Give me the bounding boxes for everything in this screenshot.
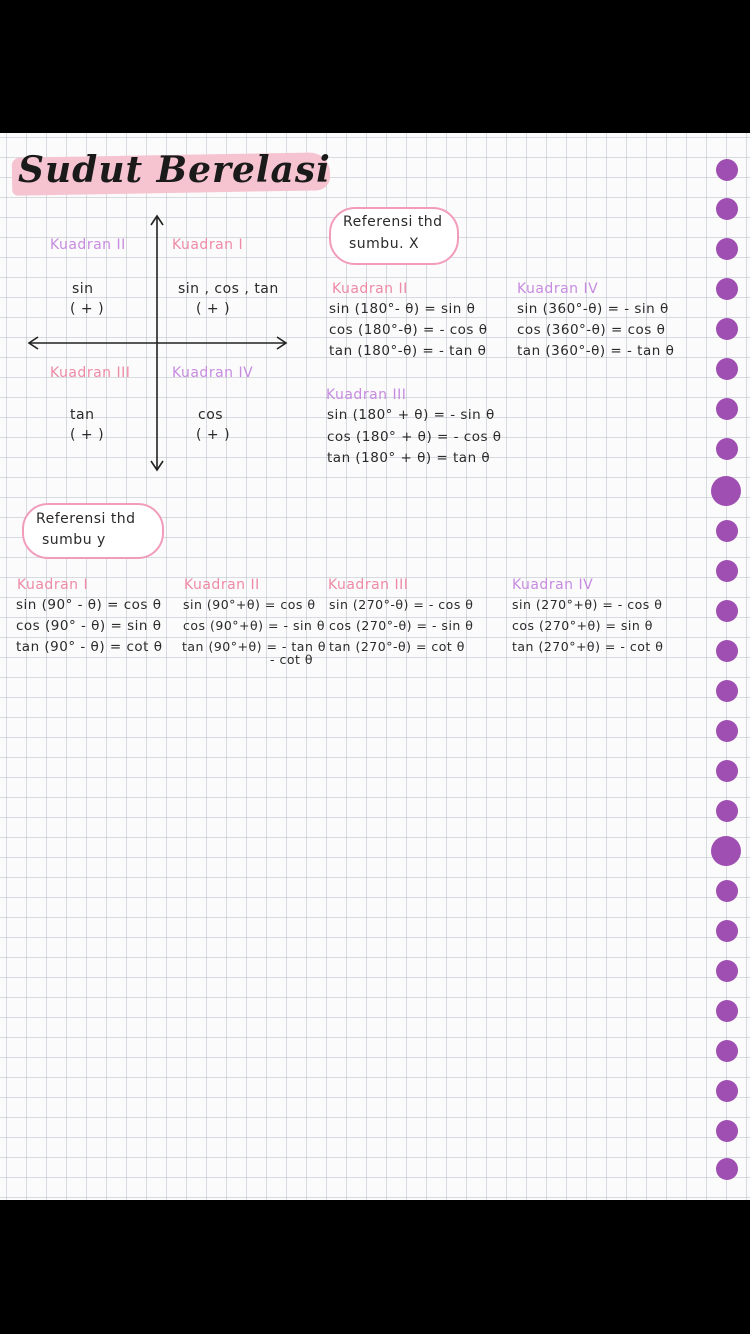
binder-hole [716, 680, 738, 702]
q1-sign: ( + ) [196, 301, 231, 317]
ref-x-q3-heading: Kuadran III [326, 387, 407, 403]
ref-y-q4-sin: sin (270°+θ) = - cos θ [512, 597, 663, 612]
ref-x-q2-tan: tan (180°-θ) = - tan θ [329, 343, 487, 359]
ref-x-q4-tan: tan (360°-θ) = - tan θ [517, 343, 675, 359]
binder-hole [716, 920, 738, 942]
ref-x-q4-sin: sin (360°-θ) = - sin θ [517, 301, 669, 317]
binder-hole [716, 1080, 738, 1102]
ref-y-q1-cos: cos (90° - θ) = sin θ [16, 618, 162, 634]
ref-y-q2-tan: tan (90°+θ) = - tan θ [182, 639, 326, 654]
ref-y-title-line1: Referensi thd [36, 511, 136, 527]
binder-hole [716, 318, 738, 340]
binder-hole [711, 836, 741, 866]
ref-y-title-line2: sumbu y [42, 532, 106, 548]
q4-sign: ( + ) [196, 427, 231, 443]
ref-x-q4-heading: Kuadran IV [517, 281, 599, 297]
q3-label: Kuadran III [50, 365, 131, 381]
ref-y-q2-sin: sin (90°+θ) = cos θ [183, 597, 316, 612]
binder-hole [716, 159, 738, 181]
ref-x-q2-heading: Kuadran II [332, 281, 408, 297]
q1-functions: sin , cos , tan [178, 281, 279, 297]
ref-x-q3-cos: cos (180° + θ) = - cos θ [327, 429, 502, 445]
binder-hole [716, 198, 738, 220]
q4-function: cos [198, 407, 224, 423]
ref-y-q3-heading: Kuadran III [328, 577, 409, 593]
notebook-page [0, 133, 750, 1200]
ref-y-q3-tan: tan (270°-θ) = cot θ [329, 639, 465, 654]
ref-x-title-line1: Referensi thd [343, 214, 443, 230]
q3-sign: ( + ) [70, 427, 105, 443]
ref-y-q4-tan: tan (270°+θ) = - cot θ [512, 639, 664, 654]
binder-hole [716, 600, 738, 622]
binder-hole [716, 278, 738, 300]
q3-function: tan [70, 407, 95, 423]
binder-hole [716, 438, 738, 460]
binder-hole [716, 520, 738, 542]
q1-label: Kuadran I [172, 237, 244, 253]
binder-hole [716, 1040, 738, 1062]
binder-hole [716, 1120, 738, 1142]
q2-function: sin [72, 281, 94, 297]
q2-label: Kuadran II [50, 237, 126, 253]
binder-hole [716, 760, 738, 782]
ref-y-q1-tan: tan (90° - θ) = cot θ [16, 639, 163, 655]
ref-y-q1-sin: sin (90° - θ) = cos θ [16, 597, 162, 613]
q2-sign: ( + ) [70, 301, 105, 317]
ref-y-q3-cos: cos (270°-θ) = - sin θ [329, 618, 474, 633]
binder-hole [716, 1158, 738, 1180]
binder-hole [716, 800, 738, 822]
ref-y-q2-tan-correction: - cot θ [270, 652, 314, 667]
ref-x-q4-cos: cos (360°-θ) = cos θ [517, 322, 666, 338]
binder-hole [711, 476, 741, 506]
ref-x-q3-sin: sin (180° + θ) = - sin θ [327, 407, 495, 423]
ref-x-q2-cos: cos (180°-θ) = - cos θ [329, 322, 488, 338]
q4-label: Kuadran IV [172, 365, 254, 381]
binder-hole [716, 880, 738, 902]
binder-hole [716, 358, 738, 380]
binder-hole [716, 1000, 738, 1022]
ref-y-q3-sin: sin (270°-θ) = - cos θ [329, 597, 474, 612]
ref-y-q1-heading: Kuadran I [17, 577, 89, 593]
ref-y-q4-heading: Kuadran IV [512, 577, 594, 593]
ref-y-q2-heading: Kuadran II [184, 577, 260, 593]
ref-y-q4-cos: cos (270°+θ) = sin θ [512, 618, 653, 633]
binder-hole [716, 398, 738, 420]
binder-hole [716, 238, 738, 260]
page-title: Sudut Berelasi [18, 149, 331, 191]
ref-x-q2-sin: sin (180°- θ) = sin θ [329, 301, 476, 317]
ref-y-q2-cos: cos (90°+θ) = - sin θ [183, 618, 325, 633]
binder-hole [716, 720, 738, 742]
binder-hole [716, 560, 738, 582]
binder-hole [716, 960, 738, 982]
binder-hole [716, 640, 738, 662]
ref-x-q3-tan: tan (180° + θ) = tan θ [327, 450, 491, 466]
ref-x-title-line2: sumbu. X [349, 236, 420, 252]
